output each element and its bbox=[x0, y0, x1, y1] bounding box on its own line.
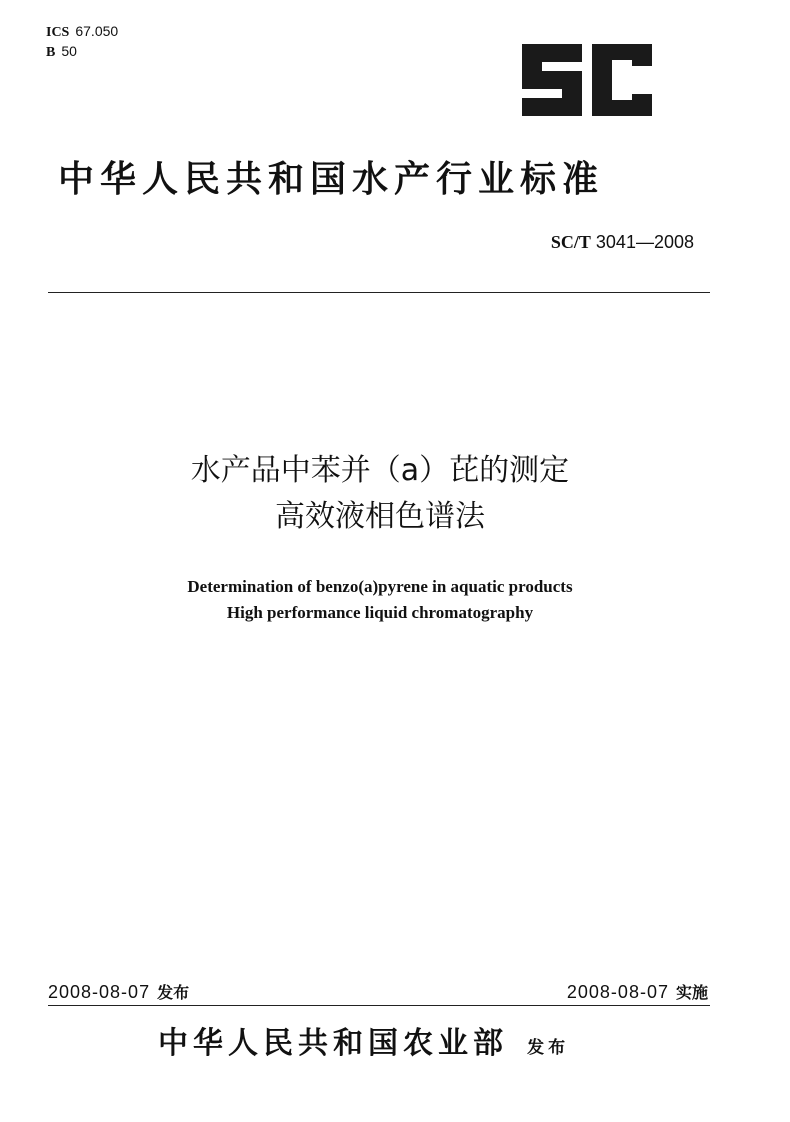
effective-date bbox=[567, 980, 708, 1003]
publisher bbox=[158, 1018, 569, 1062]
ccs-value: 50 bbox=[61, 43, 77, 59]
footer-divider bbox=[48, 1005, 710, 1006]
issue-date-label: 发布 bbox=[157, 983, 190, 1002]
effective-date-label: 实施 bbox=[675, 983, 708, 1002]
ccs-key: B bbox=[46, 45, 56, 60]
ics-code bbox=[46, 22, 118, 42]
effective-date-value: 2008-08-07 bbox=[566, 982, 669, 1002]
issue-date-value: 2008-08-07 bbox=[48, 982, 151, 1002]
ics-key: ICS bbox=[46, 25, 70, 40]
title-chinese-line-2: 高效液相色谱法 bbox=[275, 499, 485, 534]
issue-date bbox=[48, 980, 189, 1003]
logo-letter-c bbox=[592, 44, 652, 116]
standard-number bbox=[551, 232, 694, 253]
standard-number-code: 3041—2008 bbox=[595, 232, 694, 252]
standard-number-prefix: SC/T bbox=[550, 232, 591, 252]
title-chinese-line-1: 水产品中苯并（a）芘的测定 bbox=[190, 453, 570, 488]
logo-letter-s bbox=[522, 44, 582, 116]
ics-value: 67.050 bbox=[75, 23, 119, 39]
sc-logo bbox=[520, 44, 654, 116]
publisher-org: 中华人民共和国农业部 bbox=[158, 1026, 508, 1061]
title-chinese bbox=[0, 448, 760, 540]
title-english-line-1: Determination of benzo(a)pyrene in aquatic products bbox=[187, 577, 573, 596]
classification-codes bbox=[46, 22, 118, 62]
ccs-code bbox=[46, 42, 118, 62]
publisher-label: 发布 bbox=[527, 1038, 570, 1058]
header-divider bbox=[48, 292, 710, 293]
title-english bbox=[0, 574, 760, 626]
title-english-line-2: High performance liquid chromatography bbox=[226, 603, 534, 622]
standard-category: 中华人民共和国水产行业标准 bbox=[58, 159, 605, 200]
